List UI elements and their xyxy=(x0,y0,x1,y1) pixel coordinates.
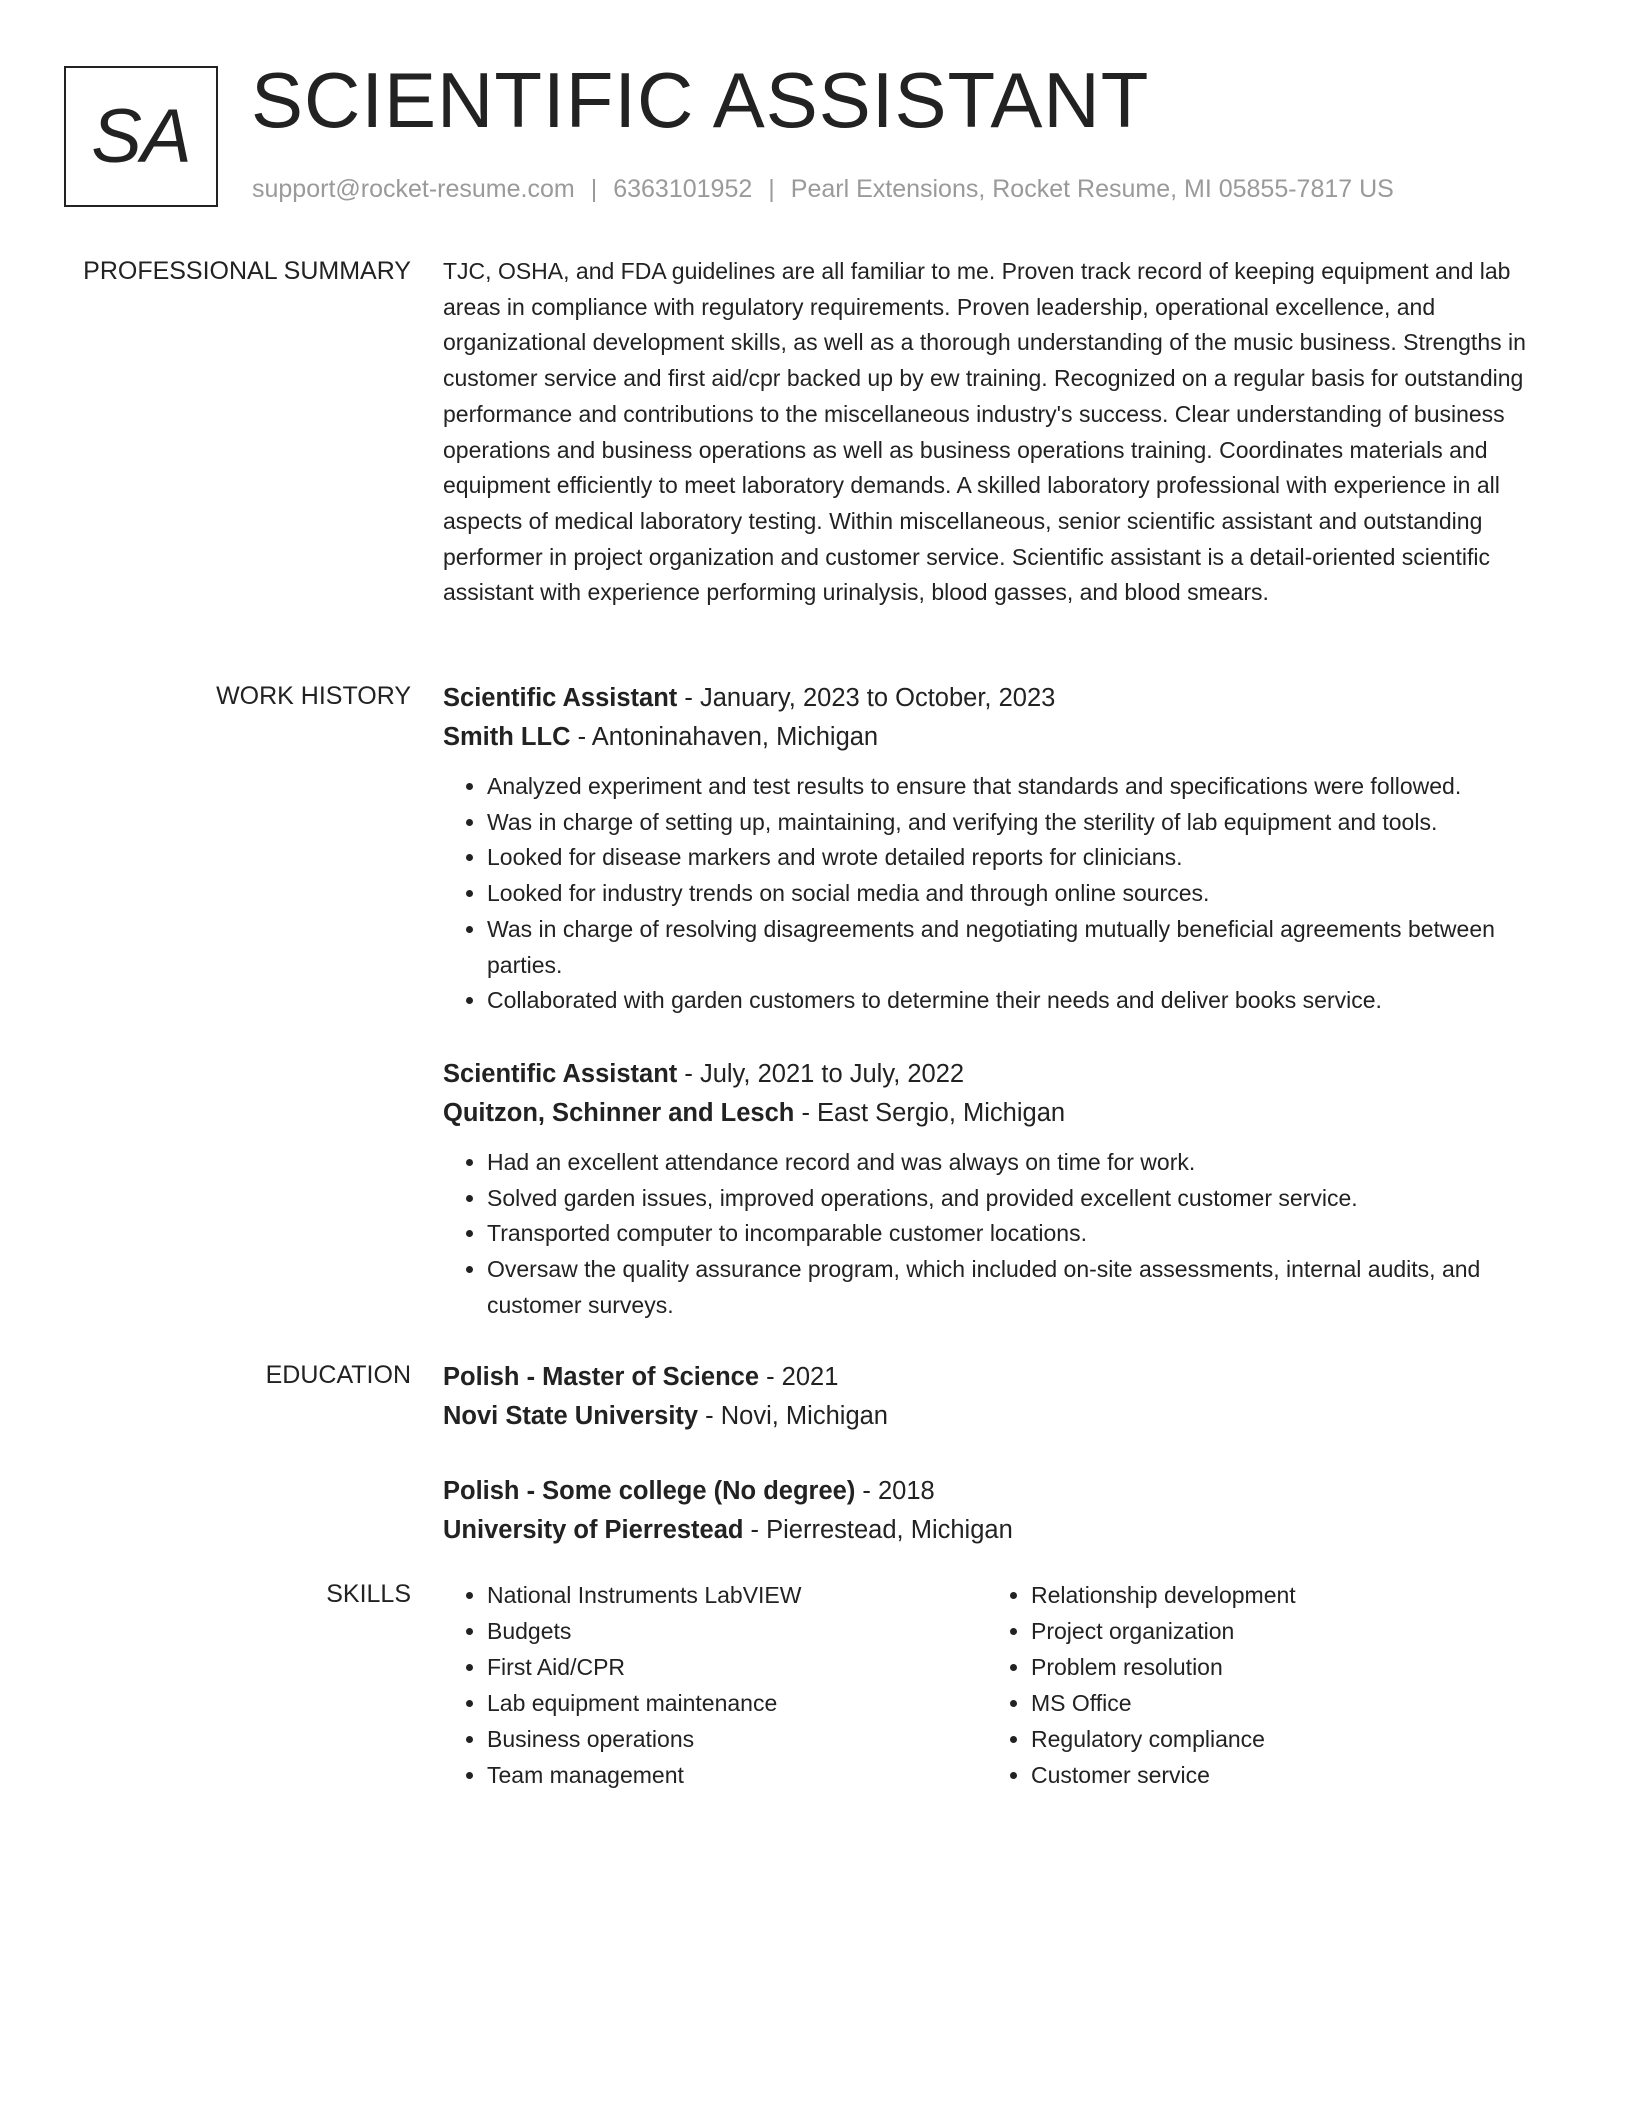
skill-item: • First Aid/CPR xyxy=(487,1649,987,1685)
education-body xyxy=(443,1358,1548,1586)
job-dates: - January, 2023 to October, 2023 xyxy=(677,684,1056,712)
job-bullet: • Was in charge of resolving disagreements and negotiating mutually beneficial agreements between parties. xyxy=(487,912,1548,983)
contact-separator: | xyxy=(768,175,775,203)
job-bullet: • Looked for disease markers and wrote detailed reports for clinicians. xyxy=(487,840,1548,876)
skill-item: • Regulatory compliance xyxy=(1031,1721,1531,1757)
summary-text: TJC, OSHA, and FDA guidelines are all familiar to me. Proven track record of keeping equipment and lab areas in compliance with regulatory requirements. Proven leadership, operational excellence, and organizational development skills, as well as a thorough understanding of the music business. Strengths in customer service and first aid/cpr backed up by ew training. Recognized on a regular basis for outstanding performance and contributions to the miscellaneous industry's success. Clear understanding of business operations and business operations as well as business operations training. Coordinates materials and equipment efficiently to meet laboratory demands. A skilled laboratory professional with experience in all aspects of medical laboratory testing. Within miscellaneous, senior scientific assistant and outstanding performer in project organization and customer service. Scientific assistant is a detail-oriented scientific assistant with experience performing urinalysis, blood gasses, and blood smears. xyxy=(443,258,1526,606)
skill-item: • Problem resolution xyxy=(1031,1649,1531,1685)
job-bullet: • Transported computer to incomparable customer locations. xyxy=(487,1216,1548,1252)
education-year: - 2018 xyxy=(855,1477,935,1505)
job-company: Smith LLC xyxy=(443,723,571,751)
job-company: Quitzon, Schinner and Lesch xyxy=(443,1098,795,1127)
skills-grid xyxy=(443,1577,1548,1793)
skill-item: • Budgets xyxy=(487,1613,987,1649)
resume-title: SCIENTIFIC ASSISTANT xyxy=(251,56,1150,144)
education-school: University of Pierrestead xyxy=(443,1516,744,1544)
job-role: Scientific Assistant xyxy=(443,684,678,712)
skill-item: • Lab equipment maintenance xyxy=(487,1685,987,1721)
skill-item: • Customer service xyxy=(1031,1757,1531,1793)
skills-column-2 xyxy=(987,1577,1531,1793)
monogram-box xyxy=(64,66,218,207)
education-degree-line xyxy=(443,1472,1548,1511)
contact-separator: | xyxy=(590,175,598,203)
education-school-line xyxy=(443,1397,1548,1436)
job-role: Scientific Assistant xyxy=(443,1059,678,1088)
skills-body xyxy=(443,1577,1548,1793)
skills-column-1 xyxy=(443,1577,987,1793)
job-bullet: • Solved garden issues, improved operations, and provided excellent customer service. xyxy=(487,1181,1548,1217)
job-role-line xyxy=(443,1055,1548,1094)
job-location: - Antoninahaven, Michigan xyxy=(570,723,879,751)
monogram-initials: SA xyxy=(91,93,191,179)
education-entry xyxy=(443,1472,1548,1550)
education-location: - Pierrestead, Michigan xyxy=(743,1516,1013,1544)
skill-item: • Team management xyxy=(487,1757,987,1793)
contact-phone: 6363101952 xyxy=(613,175,753,203)
job-bullets xyxy=(443,769,1548,1019)
education-entry xyxy=(443,1358,1548,1436)
contact-email: support@rocket-resume.com xyxy=(252,175,575,203)
education-degree: Polish - Some college (No degree) xyxy=(443,1477,856,1505)
education-heading: EDUCATION xyxy=(265,1361,411,1389)
skills-heading: SKILLS xyxy=(326,1580,411,1608)
summary-body xyxy=(443,254,1548,611)
job-bullet: • Analyzed experiment and test results to ensure that standards and specifications were followed. xyxy=(487,769,1548,805)
education-degree: Polish - Master of Science xyxy=(443,1363,760,1391)
work-history-body xyxy=(443,679,1548,1359)
job-bullet: • Oversaw the quality assurance program, which included on-site assessments, internal audits, and customer surveys. xyxy=(487,1252,1548,1323)
contact-address: Pearl Extensions, Rocket Resume, MI 05855-7817 US xyxy=(790,175,1394,203)
skill-item: • Relationship development xyxy=(1031,1577,1531,1613)
job-location: - East Sergio, Michigan xyxy=(794,1098,1066,1127)
job-bullet: • Was in charge of setting up, maintaining, and verifying the sterility of lab equipment and tools. xyxy=(487,805,1548,841)
job-dates: - July, 2021 to July, 2022 xyxy=(677,1059,965,1088)
job-bullet: • Collaborated with garden customers to determine their needs and deliver books service. xyxy=(487,983,1548,1019)
job-role-line xyxy=(443,679,1548,718)
education-year: - 2021 xyxy=(759,1363,839,1391)
education-school-line xyxy=(443,1511,1548,1550)
education-location: - Novi, Michigan xyxy=(698,1402,888,1430)
education-school: Novi State University xyxy=(443,1402,699,1430)
education-degree-line xyxy=(443,1358,1548,1397)
work-history-heading: WORK HISTORY xyxy=(216,682,411,710)
job-entry xyxy=(443,1055,1548,1324)
job-entry xyxy=(443,679,1548,1019)
skill-item: • Business operations xyxy=(487,1721,987,1757)
contact-line xyxy=(252,174,1394,204)
summary-heading: PROFESSIONAL SUMMARY xyxy=(83,257,411,285)
job-bullets xyxy=(443,1145,1548,1324)
job-company-line xyxy=(443,1094,1548,1133)
skill-item: • MS Office xyxy=(1031,1685,1531,1721)
job-bullet: • Looked for industry trends on social media and through online sources. xyxy=(487,876,1548,912)
skill-item: • Project organization xyxy=(1031,1613,1531,1649)
job-bullet: • Had an excellent attendance record and was always on time for work. xyxy=(487,1145,1548,1181)
skill-item: • National Instruments LabVIEW xyxy=(487,1577,987,1613)
job-company-line xyxy=(443,718,1548,757)
